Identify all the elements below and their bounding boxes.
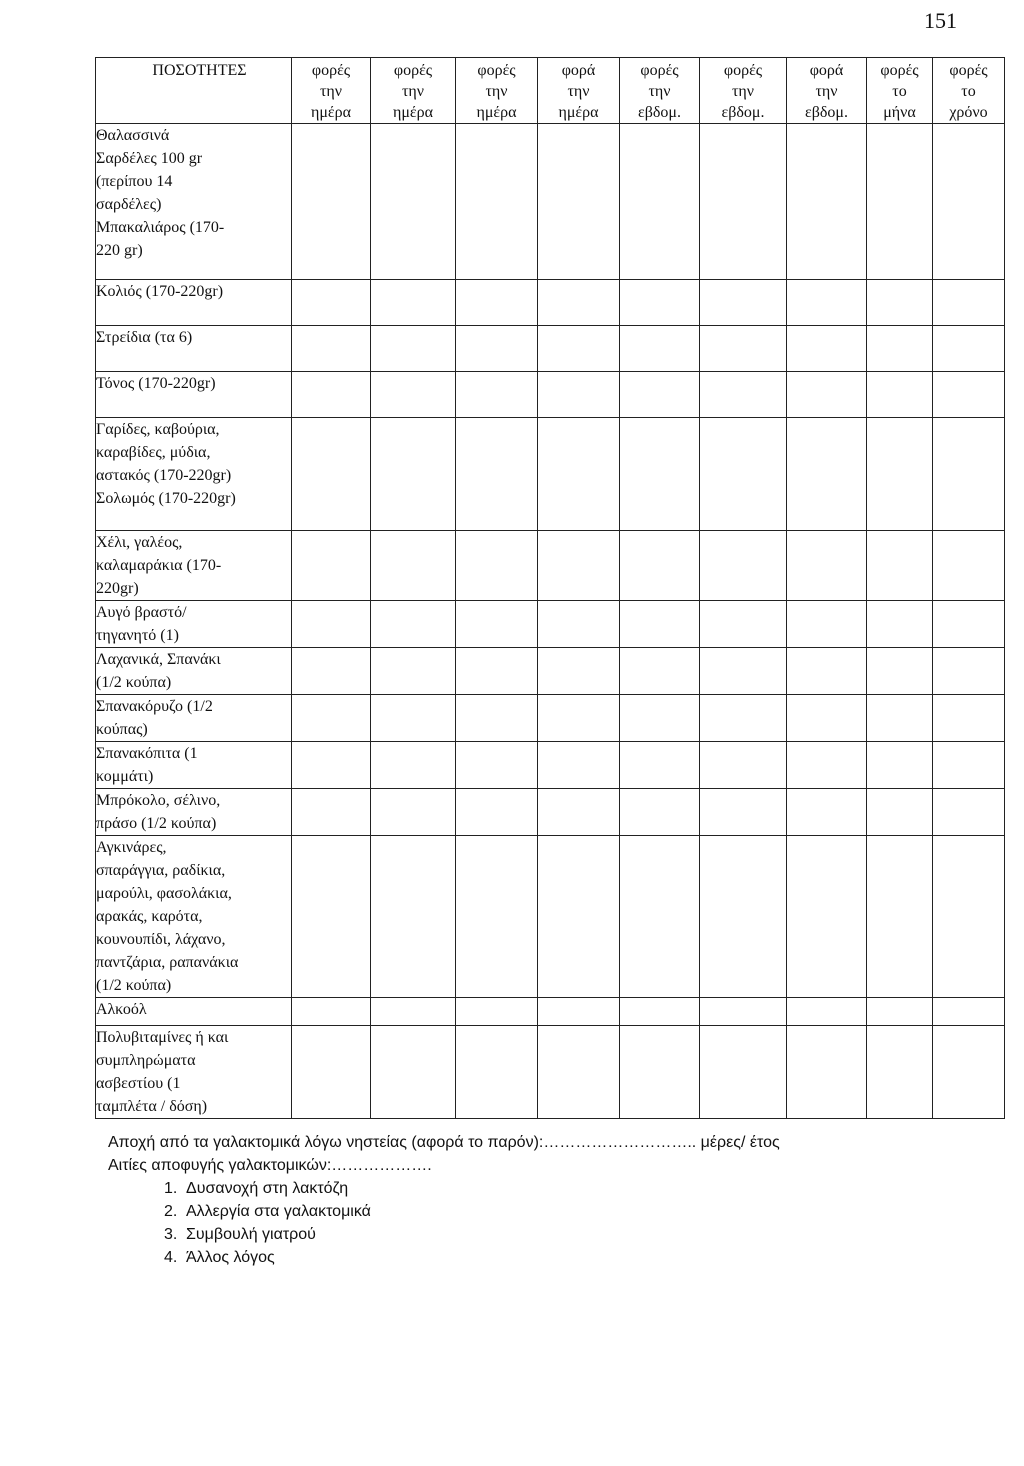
frequency-cell[interactable] (933, 1026, 1005, 1119)
frequency-cell[interactable] (867, 998, 933, 1026)
frequency-cell[interactable] (371, 280, 456, 326)
table-row (96, 648, 1005, 695)
frequency-cell[interactable] (538, 742, 620, 789)
frequency-cell[interactable] (371, 601, 456, 648)
frequency-cell[interactable] (700, 742, 787, 789)
avoidance-reasons-line: Αιτίες αποφυγής γαλακτομικών:………………. (108, 1157, 432, 1174)
frequency-cell[interactable] (292, 1026, 371, 1119)
dairy-avoidance-section (108, 1131, 780, 1269)
frequency-cell[interactable] (787, 789, 867, 836)
frequency-cell[interactable] (867, 124, 933, 280)
food-item-label: Θαλασσινά Σαρδέλες 100 gr (περίπου 14 σαρδέλες) Μπακαλιάρος (170- 220 gr) (96, 124, 292, 280)
frequency-cell[interactable] (538, 124, 620, 280)
frequency-cell[interactable] (456, 789, 538, 836)
table-row (96, 280, 1005, 326)
frequency-cell[interactable] (292, 742, 371, 789)
frequency-cell[interactable] (620, 280, 700, 326)
frequency-cell[interactable] (620, 601, 700, 648)
table-row (96, 742, 1005, 789)
frequency-cell[interactable] (867, 836, 933, 998)
frequency-cell[interactable] (787, 648, 867, 695)
frequency-cell[interactable] (620, 372, 700, 418)
frequency-cell[interactable] (700, 280, 787, 326)
food-item-label: Γαρίδες, καβούρια, καραβίδες, μύδια, αστακός (170-220gr) Σολωμός (170-220gr) (96, 418, 292, 531)
table-row (96, 695, 1005, 742)
frequency-cell[interactable] (867, 789, 933, 836)
frequency-cell[interactable] (456, 998, 538, 1026)
food-item-label: Χέλι, γαλέος, καλαμαράκια (170- 220gr) (96, 531, 292, 601)
frequency-cell[interactable] (867, 372, 933, 418)
column-header: φορά την εβδομ. (787, 58, 867, 124)
frequency-cell[interactable] (456, 836, 538, 998)
frequency-cell[interactable] (456, 531, 538, 601)
frequency-cell[interactable] (867, 601, 933, 648)
frequency-cell[interactable] (620, 695, 700, 742)
column-header: φορά την ημέρα (538, 58, 620, 124)
frequency-cell[interactable] (371, 836, 456, 998)
header-row (96, 58, 1005, 124)
frequency-cell[interactable] (620, 418, 700, 531)
frequency-cell[interactable] (700, 1026, 787, 1119)
frequency-cell[interactable] (867, 418, 933, 531)
reasons-list (108, 1177, 780, 1269)
reason-item: 3. Συμβουλή γιατρού (164, 1226, 316, 1243)
frequency-cell[interactable] (538, 1026, 620, 1119)
frequency-cell[interactable] (292, 601, 371, 648)
table-row (96, 1026, 1005, 1119)
frequency-cell[interactable] (538, 372, 620, 418)
frequency-cell[interactable] (292, 836, 371, 998)
column-header: φορές την ημέρα (292, 58, 371, 124)
frequency-cell[interactable] (933, 601, 1005, 648)
frequency-cell[interactable] (371, 326, 456, 372)
frequency-cell[interactable] (787, 998, 867, 1026)
frequency-cell[interactable] (456, 648, 538, 695)
frequency-cell[interactable] (700, 372, 787, 418)
food-item-label: Τόνος (170-220gr) (96, 372, 292, 418)
frequency-cell[interactable] (867, 1026, 933, 1119)
frequency-cell[interactable] (620, 1026, 700, 1119)
food-frequency-table (95, 57, 1005, 1119)
frequency-cell[interactable] (620, 836, 700, 998)
frequency-cell[interactable] (292, 280, 371, 326)
frequency-cell[interactable] (456, 1026, 538, 1119)
frequency-cell[interactable] (371, 998, 456, 1026)
frequency-cell[interactable] (787, 531, 867, 601)
frequency-cell[interactable] (456, 601, 538, 648)
frequency-cell[interactable] (933, 418, 1005, 531)
column-header: φορές την ημέρα (456, 58, 538, 124)
frequency-cell[interactable] (700, 998, 787, 1026)
table-row (96, 418, 1005, 531)
food-item-label: Στρείδια (τα 6) (96, 326, 292, 372)
frequency-cell[interactable] (700, 418, 787, 531)
frequency-cell[interactable] (538, 418, 620, 531)
frequency-cell[interactable] (292, 998, 371, 1026)
table-row (96, 601, 1005, 648)
frequency-cell[interactable] (371, 418, 456, 531)
frequency-cell[interactable] (371, 648, 456, 695)
frequency-cell[interactable] (787, 836, 867, 998)
food-item-label: Σπανακόπιτα (1 κομμάτι) (96, 742, 292, 789)
food-item-label: Αγκινάρες, σπαράγγια, ραδίκια, μαρούλι, φασολάκια, αρακάς, καρότα, κουνουπίδι, λάχανο, παντζάρια, ραπανάκια (1/2 κούπα) (96, 836, 292, 998)
frequency-cell[interactable] (371, 531, 456, 601)
reason-item: 4. Άλλος λόγος (164, 1249, 275, 1266)
frequency-cell[interactable] (620, 124, 700, 280)
frequency-cell[interactable] (787, 601, 867, 648)
column-header: φορές την εβδομ. (700, 58, 787, 124)
frequency-cell[interactable] (933, 742, 1005, 789)
frequency-cell[interactable] (456, 326, 538, 372)
frequency-cell[interactable] (371, 695, 456, 742)
frequency-cell[interactable] (538, 648, 620, 695)
fasting-abstinence-line: Αποχή από τα γαλακτομικά λόγω νηστείας (αφορά το παρόν):……………………….. μέρες/ έτος (108, 1134, 780, 1151)
frequency-cell[interactable] (620, 998, 700, 1026)
frequency-cell[interactable] (538, 601, 620, 648)
frequency-cell[interactable] (867, 280, 933, 326)
frequency-cell[interactable] (538, 280, 620, 326)
frequency-cell[interactable] (787, 326, 867, 372)
table-row (96, 998, 1005, 1026)
column-header: φορές το χρόνο (933, 58, 1005, 124)
frequency-cell[interactable] (933, 789, 1005, 836)
frequency-cell[interactable] (620, 789, 700, 836)
frequency-cell[interactable] (700, 531, 787, 601)
frequency-cell[interactable] (620, 531, 700, 601)
frequency-cell[interactable] (700, 601, 787, 648)
frequency-cell[interactable] (620, 648, 700, 695)
food-item-label: Αλκοόλ (96, 998, 292, 1026)
frequency-cell[interactable] (700, 124, 787, 280)
frequency-cell[interactable] (620, 326, 700, 372)
column-header: φορές το μήνα (867, 58, 933, 124)
column-header: φορές την εβδομ. (620, 58, 700, 124)
frequency-cell[interactable] (456, 418, 538, 531)
frequency-cell[interactable] (933, 836, 1005, 998)
frequency-cell[interactable] (292, 124, 371, 280)
frequency-cell[interactable] (700, 836, 787, 998)
frequency-cell[interactable] (700, 695, 787, 742)
column-header: φορές την ημέρα (371, 58, 456, 124)
frequency-cell[interactable] (933, 326, 1005, 372)
frequency-cell[interactable] (787, 418, 867, 531)
reason-item: 2. Αλλεργία στα γαλακτομικά (164, 1203, 371, 1220)
frequency-cell[interactable] (933, 648, 1005, 695)
frequency-cell[interactable] (538, 326, 620, 372)
table-row (96, 789, 1005, 836)
page-number: 151 (924, 8, 957, 33)
frequency-cell[interactable] (538, 531, 620, 601)
frequency-cell[interactable] (456, 742, 538, 789)
frequency-cell[interactable] (292, 695, 371, 742)
frequency-cell[interactable] (933, 372, 1005, 418)
food-item-label: Αυγό βραστό/ τηγανητό (1) (96, 601, 292, 648)
frequency-cell[interactable] (867, 695, 933, 742)
frequency-cell[interactable] (933, 531, 1005, 601)
quantities-header: ΠΟΣΟΤΗΤΕΣ (96, 58, 292, 124)
table-row (96, 531, 1005, 601)
frequency-cell[interactable] (371, 742, 456, 789)
frequency-cell[interactable] (700, 648, 787, 695)
frequency-cell[interactable] (538, 836, 620, 998)
frequency-cell[interactable] (620, 742, 700, 789)
frequency-cell[interactable] (456, 280, 538, 326)
frequency-cell[interactable] (292, 418, 371, 531)
frequency-cell[interactable] (456, 372, 538, 418)
frequency-cell[interactable] (371, 789, 456, 836)
frequency-cell[interactable] (867, 742, 933, 789)
frequency-cell[interactable] (700, 326, 787, 372)
table-row (96, 124, 1005, 280)
frequency-cell[interactable] (292, 648, 371, 695)
frequency-cell[interactable] (456, 695, 538, 742)
frequency-cell[interactable] (787, 1026, 867, 1119)
food-item-label: Κολιός (170-220gr) (96, 280, 292, 326)
frequency-cell[interactable] (787, 372, 867, 418)
frequency-cell[interactable] (867, 326, 933, 372)
food-item-label: Λαχανικά, Σπανάκι (1/2 κούπα) (96, 648, 292, 695)
frequency-cell[interactable] (867, 531, 933, 601)
frequency-cell[interactable] (933, 124, 1005, 280)
frequency-cell[interactable] (787, 695, 867, 742)
frequency-cell[interactable] (292, 372, 371, 418)
frequency-cell[interactable] (371, 372, 456, 418)
table-row (96, 326, 1005, 372)
frequency-cell[interactable] (933, 695, 1005, 742)
food-item-label: Σπανακόρυζο (1/2 κούπας) (96, 695, 292, 742)
frequency-cell[interactable] (700, 789, 787, 836)
frequency-cell[interactable] (787, 742, 867, 789)
frequency-cell[interactable] (538, 695, 620, 742)
food-item-label: Μπρόκολο, σέλινο, πράσο (1/2 κούπα) (96, 789, 292, 836)
reason-item: 1. Δυσανοχή στη λακτόζη (164, 1180, 349, 1197)
frequency-cell[interactable] (371, 1026, 456, 1119)
frequency-cell[interactable] (371, 124, 456, 280)
table-row (96, 836, 1005, 998)
frequency-cell[interactable] (292, 789, 371, 836)
frequency-cell[interactable] (292, 326, 371, 372)
frequency-cell[interactable] (933, 280, 1005, 326)
frequency-cell[interactable] (787, 280, 867, 326)
frequency-cell[interactable] (456, 124, 538, 280)
table-row (96, 372, 1005, 418)
frequency-cell[interactable] (538, 789, 620, 836)
frequency-cell[interactable] (292, 531, 371, 601)
frequency-cell[interactable] (933, 998, 1005, 1026)
food-item-label: Πολυβιταμίνες ή και συμπληρώματα ασβεστίου (1 ταμπλέτα / δόση) (96, 1026, 292, 1119)
frequency-cell[interactable] (787, 124, 867, 280)
frequency-cell[interactable] (538, 998, 620, 1026)
frequency-cell[interactable] (867, 648, 933, 695)
